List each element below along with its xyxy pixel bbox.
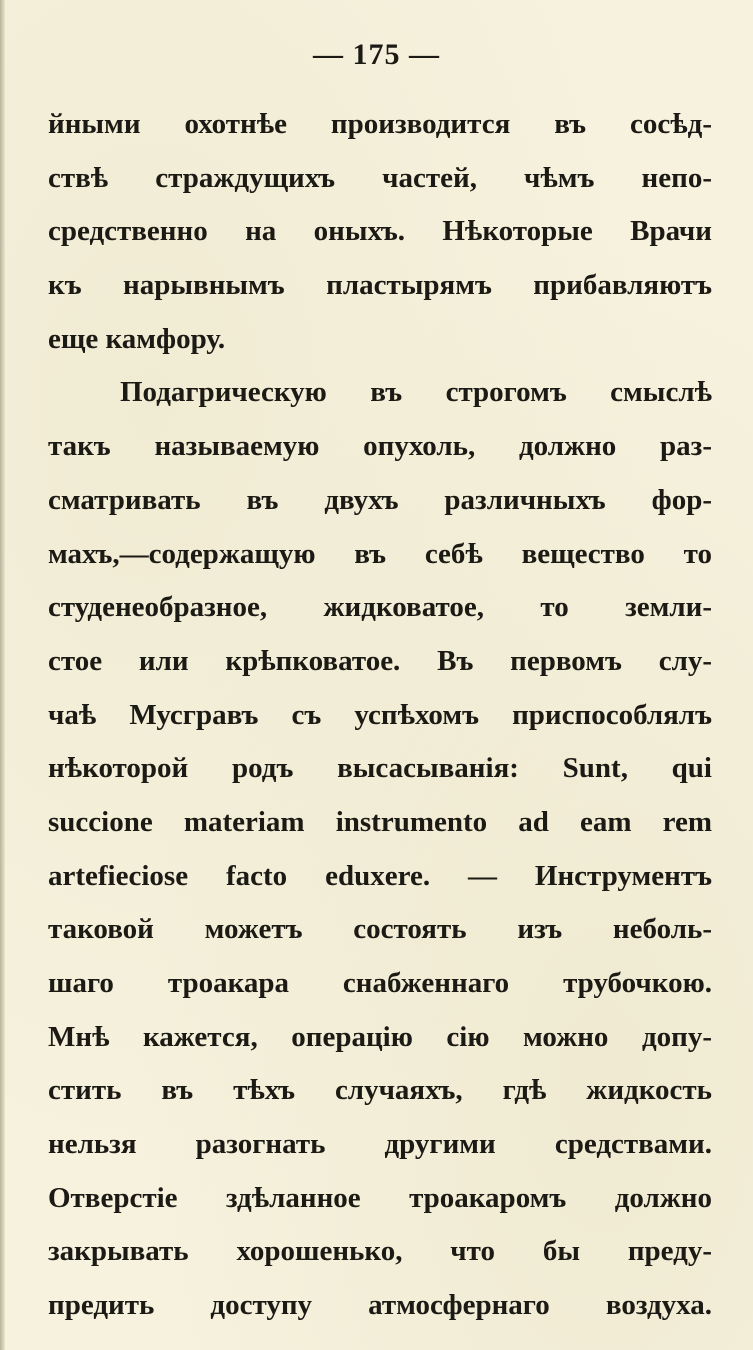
text-line: закрывать хорошенько, что бы преду- (48, 1235, 712, 1268)
text-line: succione materiam instrumento ad eam rem (48, 805, 712, 838)
text-line: Мнѣ кажется, операцію сію можно допу- (48, 1020, 712, 1053)
text-line: Отверстіе здѣланное троакаромъ должно (48, 1181, 712, 1214)
paragraph-end-line: еще камфору. (48, 322, 226, 355)
text-line: таковой можетъ состоять изъ неболь- (48, 913, 712, 946)
text-line: нѣкоторой родъ высасыванія: Sunt, qui (48, 752, 712, 785)
text-line: такъ называемую опухоль, должно раз- (48, 430, 712, 463)
text-line: предить доступу атмосфернаго воздуха. (48, 1289, 712, 1322)
body-text (48, 98, 712, 1333)
page-binding-edge (0, 0, 5, 1350)
text-line: къ нарывнымъ пластырямъ прибавляютъ (48, 269, 712, 302)
text-line: сматривать въ двухъ различныхъ фор- (48, 483, 712, 516)
page-number: — 175 — (313, 38, 440, 71)
text-line: махъ,—содержащую въ себѣ вещество то (48, 537, 712, 570)
text-line: чаѣ Мусгравъ съ успѣхомъ приспособлялъ (48, 698, 712, 731)
text-line: artefieciose facto eduxere. — Инструментъ (48, 859, 712, 892)
text-line: ствѣ страждущихъ частей, чѣмъ непо- (48, 161, 712, 194)
text-line: стое или крѣпковатое. Въ первомъ слу- (48, 644, 712, 677)
text-line: стить въ тѣхъ случаяхъ, гдѣ жидкость (48, 1074, 712, 1107)
text-line: нельзя разогнать другими средствами. (48, 1128, 712, 1161)
paragraph-first-line: Подагрическую въ строгомъ смыслѣ (120, 376, 712, 409)
text-line: йными охотнѣе производится въ сосѣд- (48, 108, 712, 140)
text-line: средственно на оныхъ. Нѣкоторые Врачи (48, 215, 712, 248)
text-line: студенеобразное, жидковатое, то земли- (48, 591, 712, 624)
text-line: шаго троакара снабженнаго трубочкою. (48, 967, 712, 999)
